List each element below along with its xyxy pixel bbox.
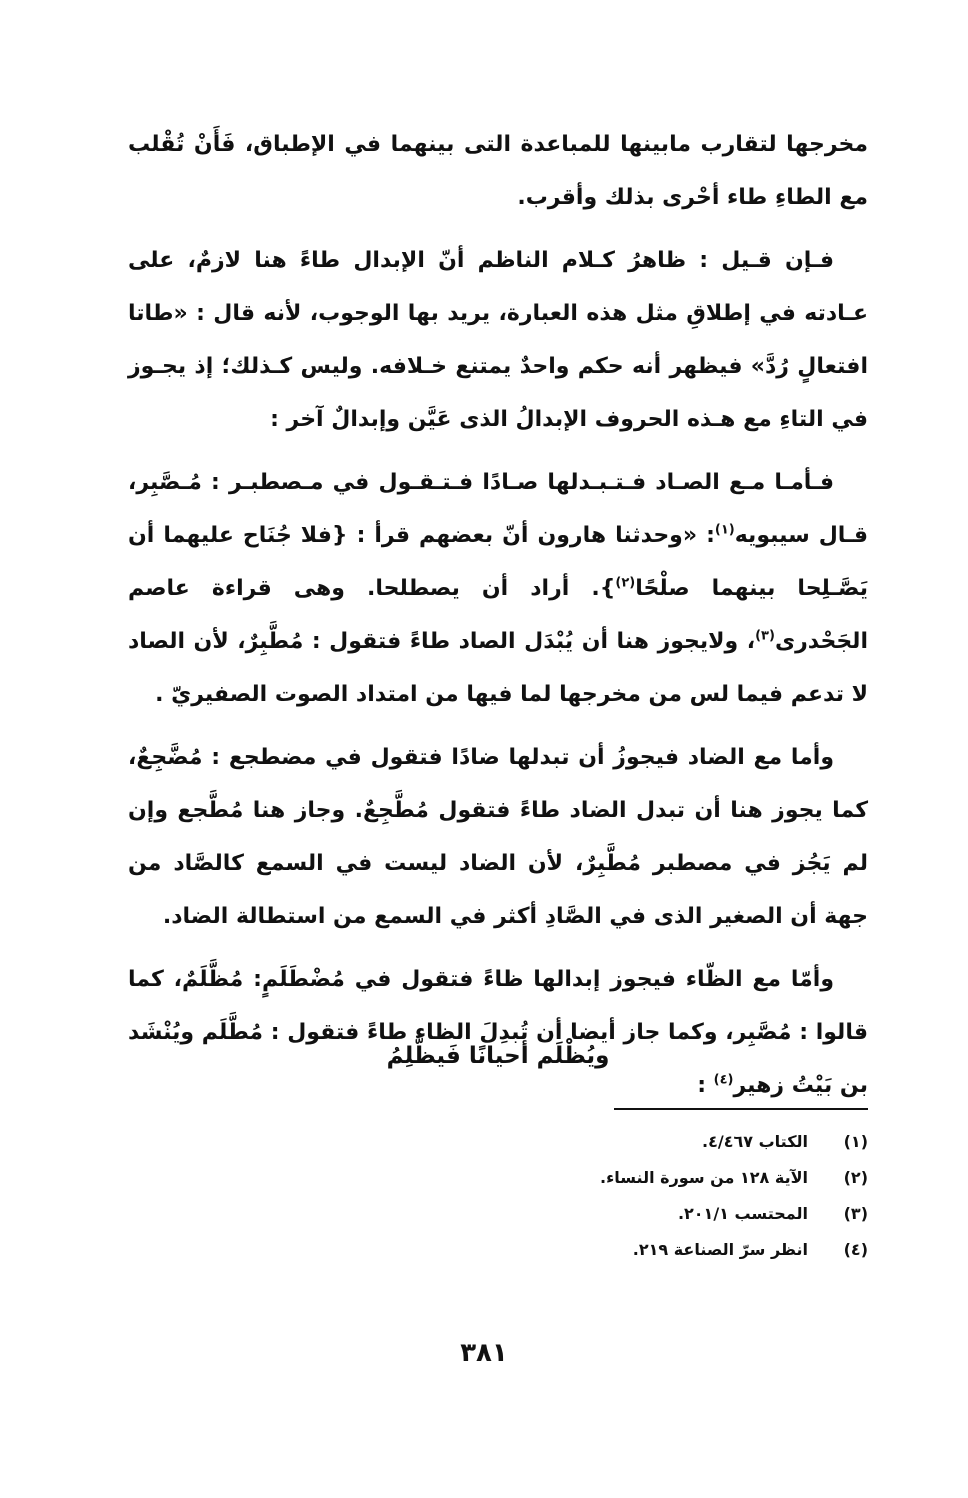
paragraph <box>128 731 868 943</box>
paragraph-text: : «وحدثنا هارون أنّ بعضهم قرأ : {فلا جُنَاح عليهما أن يَصَّـلِحا بينهما صلْحًا <box>128 523 868 601</box>
footnote-number: (١) <box>843 1132 868 1151</box>
footnotes <box>128 1124 868 1268</box>
footnote-reference: (٢) <box>615 575 636 591</box>
footnote-reference: (١) <box>714 522 735 538</box>
footnote-text: الكتاب ٤/٤٦٧. <box>702 1132 808 1151</box>
footnote-number: (٣) <box>843 1204 868 1223</box>
footnote-item <box>128 1196 868 1232</box>
body-text <box>128 118 868 1122</box>
footnote-text: الآية ١٢٨ من سورة النساء. <box>600 1168 808 1187</box>
footnote-separator <box>614 1108 868 1110</box>
paragraph-text: ، ولايجوز هنا أن يُبْدَل الصاد طاءً فتقول : مُطَّبِرٌ، لأن الصاد لا تدعم فيما لس من مخرجها لما فيها من امتداد الصوت الصفيريّ . <box>128 629 868 707</box>
paragraph-text: مخرجها لتقارب مابينها للمباعدة التى بينهما في الإطباق، فَأَنْ تُقْلب مع الطاءِ طاء أحْرى بذلك وأقرب. <box>128 132 868 210</box>
footnote-item <box>128 1124 868 1160</box>
paragraph-text: وأما مع الضاد فيجوزُ أن تبدلها ضادًا فتقول في مضطجع : مُضَّجِعٌ، كما يجوز هنا أن تبدل الضاد طاءً فتقول مُطَّجِعٌ. وجاز هنا مُطَّجع وإن لم يَجُز في مصطبر مُطَّبِرٌ، لأن الضاد ليست في السمع كالصَّاد من جهة أن الصغير الذى في الصَّادِ أكثر في السمع من استطالة الضاد. <box>128 745 868 929</box>
footnote-reference: (٤) <box>713 1072 734 1088</box>
paragraph-text: فـإن قـيل : ظاهرُ كـلام الناظم أنّ الإبدال طاءً هنا لازمٌ، على عـادته في إطلاقِ مثل هذه العبارة، يريد بها الوجوب، لأنه قال : «طاتا افتعالٍ رُدَّ» فيظهر أنه حكم واحدٌ يمتنع خـلافه. وليس كـذلك؛ إذ يجـوز في التاءِ مع هـذه الحروف الإبدالُ الذى عَيَّن وإبدالٌ آخر : <box>128 248 868 432</box>
paragraph <box>128 953 868 1112</box>
paragraph <box>128 118 868 224</box>
footnote-item <box>128 1160 868 1196</box>
paragraph-text: فـأمـا مـع الصـاد فـتـبـدلها صـادًا فـتـقـول في مـصطبـر : مُـصَّبِر، قـال سيبويه <box>128 470 868 548</box>
paragraph <box>128 234 868 446</box>
footnote-text: انظر سرّ الصناعة ٢١٩. <box>632 1240 808 1259</box>
paragraph-text: وأمّا مع الظّاء فيجوز إبدالها ظاءً فتقول في مُضْطَلَمٍ: مُظَّلَمٌ، كما قالوا : مُصَّبِر، وكما جاز أيضا أن تُبدِلَ الظاء طاءً فتقول : مُطَّلَم ويُنْشَد بن بَيْتُ زهير <box>128 967 868 1098</box>
footnote-item <box>128 1232 868 1268</box>
paragraph-text: : <box>697 1073 714 1098</box>
footnote-number: (٢) <box>843 1168 868 1187</box>
footnote-number: (٤) <box>843 1240 868 1259</box>
paragraph <box>128 456 868 721</box>
footnote-reference: (٣) <box>755 628 775 644</box>
poetry-verse: ويُظْلَم أحيانًا فَيظَّلِمُ <box>386 1043 610 1069</box>
footnote-text: المحتسب ٢٠١/١. <box>677 1204 808 1223</box>
page-number: ٣٨١ <box>460 1338 508 1368</box>
paragraph-text: }. أراد أن يصطلحا. وهى قراءة عاصم الجَحْدرى <box>128 576 868 654</box>
